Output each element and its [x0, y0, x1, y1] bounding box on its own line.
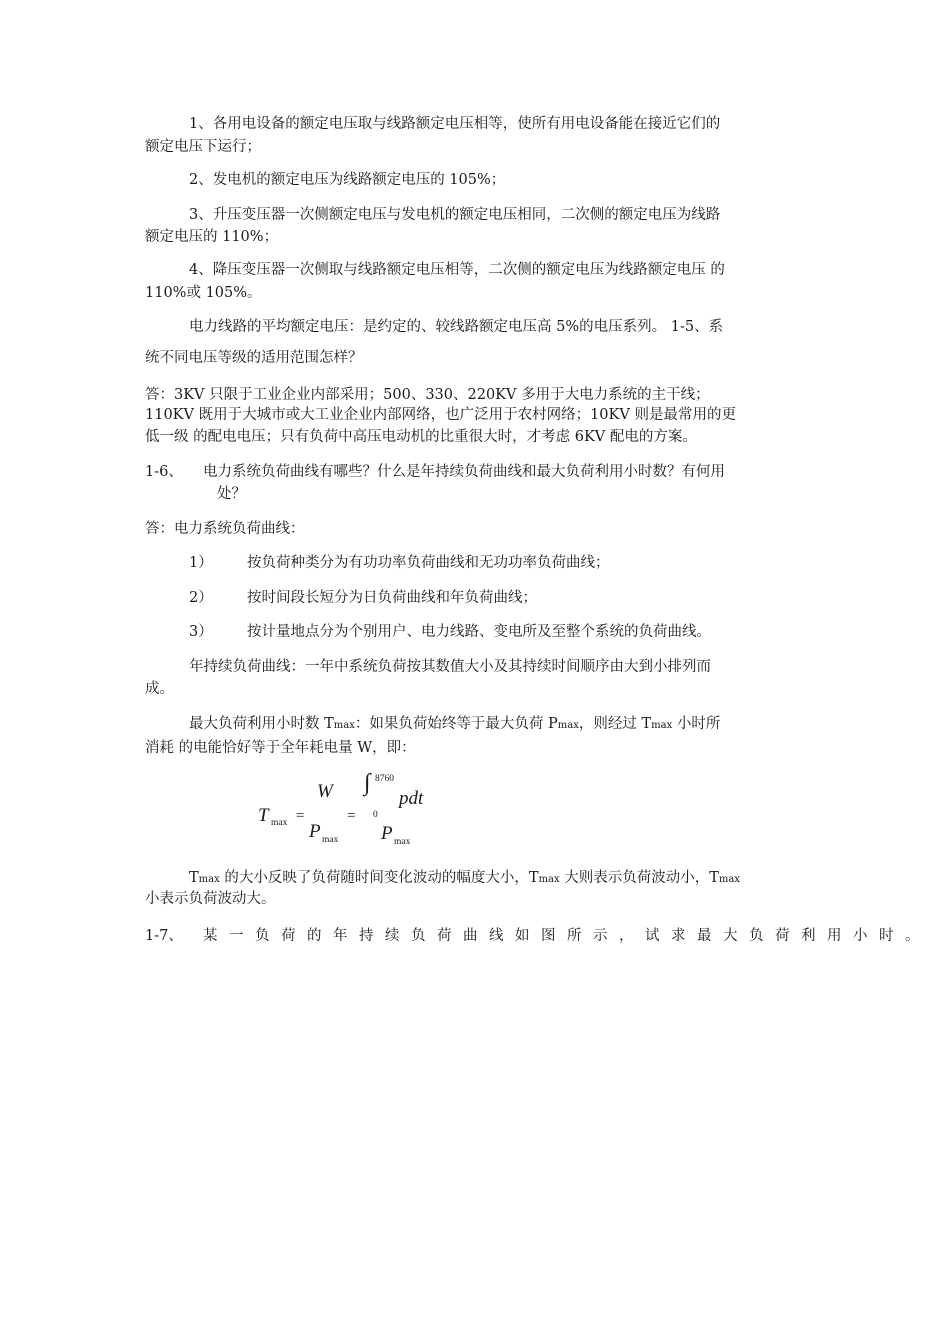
- reflect-text-b: 的大小反映了负荷随时间变化波动的幅度大小，T: [219, 870, 539, 886]
- paragraph-1-line-2: 额定电压下运行；: [145, 139, 261, 155]
- formula-integral: ∫: [364, 770, 371, 796]
- answer-1-5-line-2: 110KV 既用于大城市或大工业企业内部网络，也广泛用于农村网络；10KV 则是最常用的更: [145, 407, 736, 423]
- average-voltage-line-2: 统不同电压等级的适用范围怎样？: [145, 350, 363, 366]
- formula-p-sub: max: [322, 835, 339, 845]
- list-item-1-text: 按负荷种类分为有功功率负荷曲线和无功功率负荷曲线；: [247, 555, 610, 571]
- reflect-line-2: 小表示负荷波动大。: [145, 891, 276, 907]
- tmax-text-d: 小时所: [672, 716, 721, 732]
- paragraph-4-line-2: 110%或 105%。: [145, 285, 262, 301]
- answer-1-5-line-3: 低一级 的配电电压；只有负荷中高压电动机的比重很大时，才考虑 6KV 配电的方案。: [145, 429, 697, 445]
- formula-p: P: [309, 821, 321, 842]
- formula-upper-limit: 8760: [375, 774, 394, 784]
- list-item-2-text: 按时间段长短分为日负荷曲线和年负荷曲线；: [247, 590, 537, 606]
- annual-curve-line-2: 成。: [145, 681, 174, 697]
- reflect-sub-2: max: [538, 874, 560, 885]
- tmax-definition-line-2: 消耗 的电能恰好等于全年耗电量 W，即：: [145, 740, 416, 756]
- tmax-sub-1: max: [333, 720, 355, 731]
- tmax-sub-2: max: [651, 720, 673, 731]
- formula-equals-2: =: [347, 808, 356, 824]
- question-1-7-number: 1-7、: [145, 928, 183, 944]
- formula-t: T: [258, 805, 269, 826]
- tmax-text-a: 最大负荷利用小时数 T: [189, 716, 334, 732]
- question-1-6-line-1: 电力系统负荷曲线有哪些？什么是年持续负荷曲线和最大负荷利用小时数？有何用: [203, 464, 725, 480]
- paragraph-2: 2、发电机的额定电压为线路额定电压的 105%；: [189, 172, 506, 188]
- tmax-definition-line-1: [189, 714, 720, 736]
- tmax-formula: [250, 768, 470, 858]
- formula-equals-1: =: [296, 808, 305, 824]
- formula-p-2: P: [381, 823, 393, 844]
- list-item-3-text: 按计量地点分为个别用户、电力线路、变电所及至整个系统的负荷曲线。: [247, 624, 711, 640]
- formula-lower-limit: 0: [373, 810, 378, 820]
- paragraph-3-line-2: 额定电压的 110%；: [145, 229, 279, 245]
- reflect-line-1: [189, 868, 740, 890]
- reflect-text-a: T: [189, 870, 199, 886]
- formula-w: W: [317, 781, 333, 802]
- formula-p-2-sub: max: [394, 837, 411, 847]
- formula-t-sub: max: [271, 818, 288, 828]
- reflect-text-c: 大则表示负荷波动小，T: [559, 870, 719, 886]
- answer-1-6-heading: 答：电力系统负荷曲线：: [145, 521, 305, 537]
- pmax-sub: max: [557, 720, 579, 731]
- answer-1-5-line-1: 答：3KV 只限于工业企业内部采用；500、330、220KV 多用于大电力系统的主干线；: [145, 387, 710, 403]
- paragraph-3-line-1: 3、升压变压器一次侧额定电压与发电机的额定电压相同，二次侧的额定电压为线路: [189, 207, 721, 223]
- question-1-6-line-2: 处？: [217, 486, 246, 502]
- paragraph-4-line-1: 4、降压变压器一次侧取与线路额定电压相等，二次侧的额定电压为线路额定电压 的: [189, 262, 725, 278]
- formula-pdt: pdt: [399, 788, 424, 809]
- annual-curve-line-1: 年持续负荷曲线：一年中系统负荷按其数值大小及其持续时间顺序由大到小排列而: [189, 659, 711, 675]
- reflect-sub-1: max: [198, 874, 220, 885]
- paragraph-1-line-1: 1、各用电设备的额定电压取与线路额定电压相等，使所有用电设备能在接近它们的: [189, 116, 721, 132]
- average-voltage-line-1: 电力线路的平均额定电压：是约定的、较线路额定电压高 5%的电压系列。 1-5、系: [189, 319, 724, 335]
- list-item-3-number: 3）: [189, 624, 213, 640]
- list-item-1-number: 1）: [189, 555, 213, 571]
- reflect-sub-3: max: [718, 874, 741, 885]
- question-1-7-text: 某一负荷的年持续负荷曲线如图所示，试求最大负荷利用小时。: [203, 928, 931, 944]
- tmax-text-c: ，则经过 T: [578, 716, 652, 732]
- question-1-6-number: 1-6、: [145, 464, 183, 480]
- list-item-2-number: 2）: [189, 590, 213, 606]
- tmax-text-b: ：如果负荷始终等于最大负荷 P: [354, 716, 558, 732]
